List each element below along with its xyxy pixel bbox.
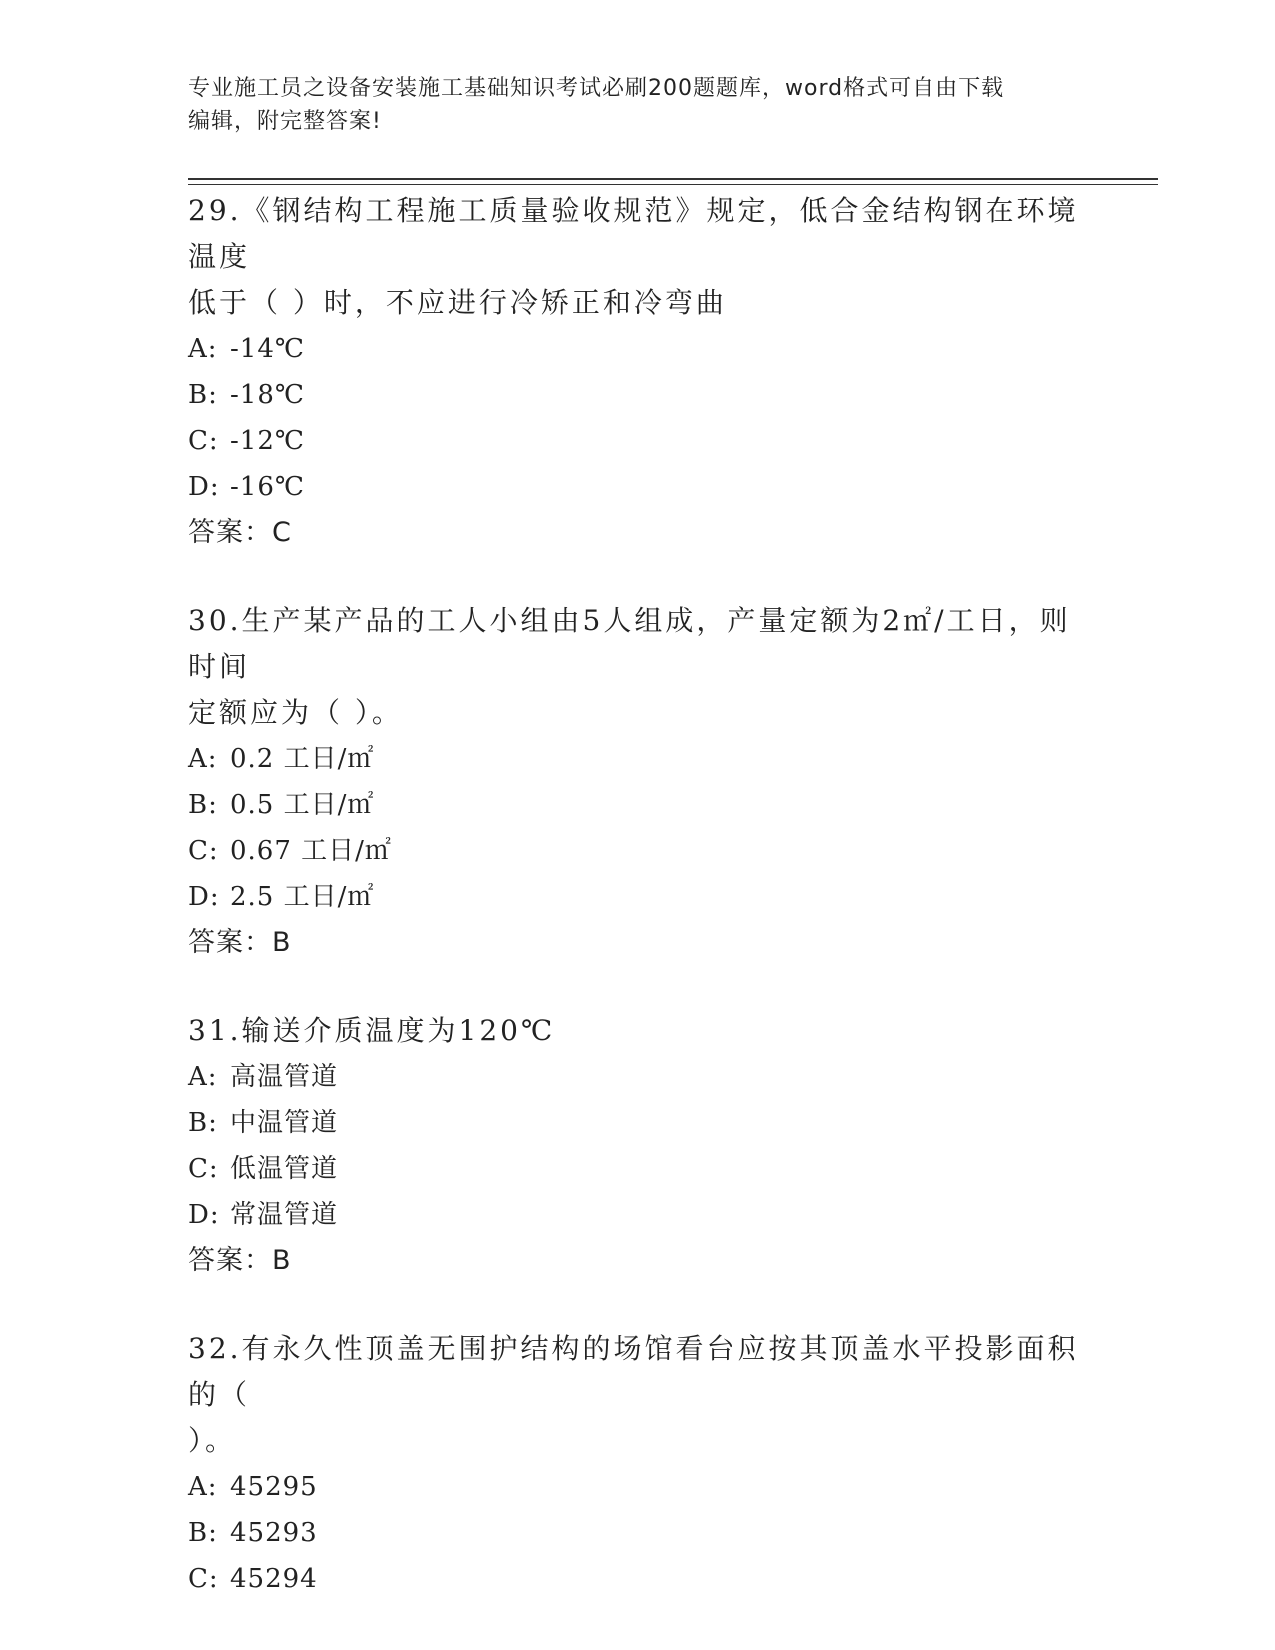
option-text: 45295 [230,1472,318,1502]
header-divider-thin [188,184,1158,185]
question-29 [188,188,1088,556]
option-text: 中温管道 [230,1108,339,1138]
option-letter: B: [188,1518,218,1548]
document-header [188,72,1088,138]
option-c [188,418,1088,464]
option-text: -12℃ [230,426,305,456]
option-b [188,372,1088,418]
option-letter: C: [188,1564,219,1594]
option-c [188,1146,1088,1192]
option-b [188,782,1088,828]
option-a [188,1054,1088,1100]
option-letter: B: [188,790,218,820]
option-b [188,1100,1088,1146]
option-letter: A: [188,1472,218,1502]
option-letter: C: [188,836,219,866]
header-divider-thick [188,178,1158,180]
option-letter: A: [188,1062,218,1092]
option-letter: D: [188,882,220,912]
option-letter: A: [188,334,218,364]
question-stem-line-2: 低于（ ）时，不应进行冷矫正和冷弯曲 [188,286,727,319]
question-stem-line-1: 30.生产某产品的工人小组由5人组成，产量定额为2㎡/工日，则时间 [188,604,1071,683]
question-stem-line-1: 32.有永久性顶盖无围护结构的场馆看台应按其顶盖水平投影面积的（ [188,1332,1079,1411]
option-text: 高温管道 [230,1062,339,1092]
header-line-1: 专业施工员之设备安装施工基础知识考试必刷200题题库，word格式可自由下载 [188,76,1005,101]
question-stem-line-1: 31.输送介质温度为120℃ [188,1014,556,1047]
option-letter: D: [188,1200,220,1230]
option-text: -16℃ [230,472,305,502]
option-a [188,326,1088,372]
option-d [188,1192,1088,1238]
option-d [188,874,1088,920]
option-d [188,464,1088,510]
option-text: 0.5 工日/㎡ [230,790,375,820]
option-letter: D: [188,472,220,502]
question-stem-line-1: 29.《钢结构工程施工质量验收规范》规定，低合金结构钢在环境温度 [188,194,1079,273]
option-letter: B: [188,380,218,410]
answer-line: 答案：B [188,927,292,958]
option-text: 0.2 工日/㎡ [230,744,375,774]
question-32 [188,1326,1088,1602]
question-30 [188,598,1088,966]
option-text: 低温管道 [230,1154,339,1184]
option-letter: C: [188,426,219,456]
header-line-2: 编辑，附完整答案! [188,109,382,134]
option-c [188,828,1088,874]
option-text: -14℃ [230,334,305,364]
question-stem-line-2: 定额应为（ ）。 [188,696,403,729]
option-text: 45293 [230,1518,318,1548]
option-b [188,1510,1088,1556]
option-c [188,1556,1088,1602]
option-letter: C: [188,1154,219,1184]
option-text: 常温管道 [230,1200,339,1230]
option-a [188,1464,1088,1510]
question-stem-line-2: ）。 [188,1424,237,1457]
option-a [188,736,1088,782]
option-text: 0.67 工日/㎡ [230,836,392,866]
option-text: 2.5 工日/㎡ [230,882,375,912]
answer-line: 答案：C [188,517,292,548]
answer-line: 答案：B [188,1245,292,1276]
option-text: 45294 [230,1564,318,1594]
option-letter: A: [188,744,218,774]
question-31 [188,1008,1088,1284]
option-letter: B: [188,1108,218,1138]
question-list [188,188,1088,1644]
option-text: -18℃ [230,380,305,410]
